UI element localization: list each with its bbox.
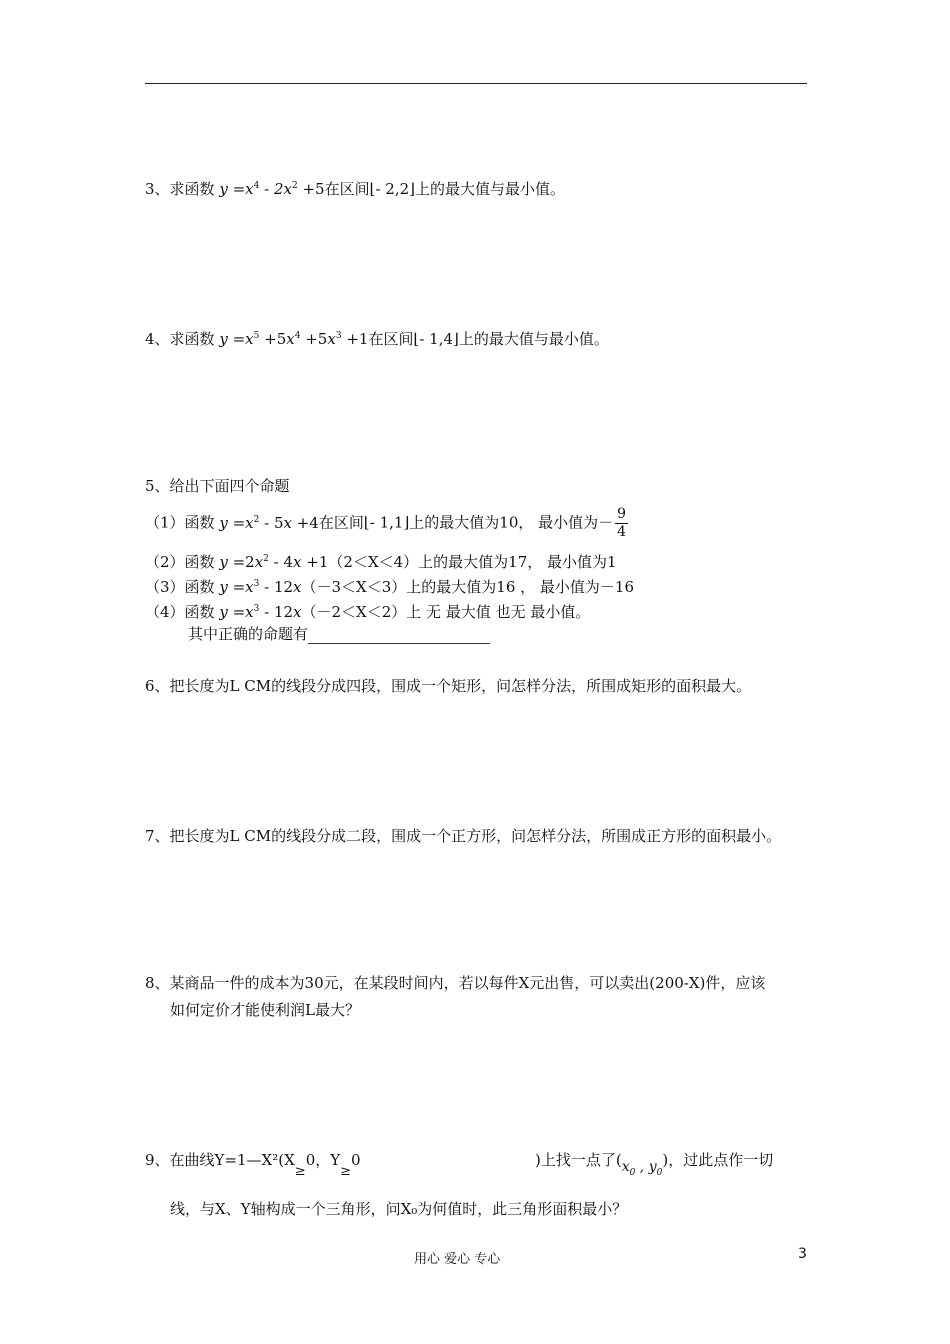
q3-interval: ⌊- 2,2⌋	[369, 180, 416, 198]
fraction-numerator: 9	[617, 506, 627, 522]
q5-p4-label: （4）函数	[145, 603, 215, 621]
q5-proposition-3	[145, 574, 634, 597]
q5-p3-formula: $y =x^3 - 12x$	[219, 578, 302, 596]
q5-p1-formula: $y =x^2 - 5x +4$	[219, 513, 319, 532]
question-9-line-2: 线，与X、Y轴构成一个三角形，问X₀为何值时，此三角形面积最小？	[170, 1200, 628, 1218]
q3-suffix: 在区间	[324, 180, 370, 198]
question-9-line-1	[145, 1150, 361, 1179]
q5-p2-formula: $y =2x^2 - 4x +1$	[219, 553, 329, 571]
q5-p4-formula: $y =x^3 - 12x$	[219, 603, 302, 621]
q5-p3-label: （3）函数	[145, 578, 215, 596]
q3-tail: 上的最大值与最小值。	[415, 180, 566, 198]
q4-suffix: 在区间	[368, 330, 414, 348]
question-6: 6、把长度为L CM的线段分成四段，围成一个矩形，问怎样分法，所围成矩形的面积最大。	[145, 677, 752, 695]
q5-proposition-1	[145, 506, 628, 541]
q5-p1-mid: 在区间	[318, 513, 364, 532]
question-3	[145, 176, 565, 199]
q3-prefix: 3、求函数	[145, 180, 215, 198]
q9-part-d: )上找一点了(	[535, 1151, 622, 1169]
q5-p1-interval-text: - 1,1	[369, 513, 404, 532]
q9-part-a: 9、在曲线Y=1—X²(X	[145, 1151, 295, 1169]
q5-p2-tail: （2＜X＜4）上的最大值为17， 最小值为1	[328, 553, 617, 571]
q4-interval: ⌊- 1,4⌋	[413, 330, 459, 348]
q5-answer-label: 其中正确的命题有	[188, 625, 309, 643]
q4-formula: $y =x^5 +5x^4 +5x^3 +1$	[219, 330, 369, 348]
q5-p1-fraction	[615, 506, 628, 541]
q5-p1-tail: 上的最大值为10， 最小值为－	[409, 513, 614, 532]
q9-part-c: 0	[351, 1151, 361, 1169]
ge-symbol: ≥	[294, 1164, 306, 1179]
question-7: 7、把长度为L CM的线段分成二段，围成一个正方形，问怎样分法，所围成正方形的面积最小。	[145, 827, 782, 845]
q5-answer-line	[188, 624, 490, 644]
q5-p1-label: （1）函数	[145, 513, 215, 532]
q9-part-b: 0，Y	[305, 1151, 341, 1169]
q5-p4-tail: （－2＜X＜2）上 无 最大值 也无 最小值。	[301, 603, 591, 621]
answer-blank[interactable]	[308, 629, 490, 644]
question-8-line-1: 8、某商品一件的成本为30元，在某段时间内，若以每件X元出售，可以卖出(200-X)件，应该	[145, 974, 766, 992]
q3-interval-text: - 2,2	[375, 180, 410, 198]
ge-symbol: ≥	[340, 1164, 352, 1179]
q5-p1-interval: ⌊- 1,1⌋	[363, 513, 410, 532]
page-number: 3	[798, 1246, 807, 1262]
question-8-line-2: 如何定价才能使利润L最大？	[170, 1001, 360, 1019]
fraction-denominator: 4	[617, 524, 627, 540]
header-rule	[145, 83, 807, 84]
question-9-line-1-right	[535, 1150, 773, 1177]
q5-proposition-4	[145, 599, 590, 622]
q9-part-e: )，过此点作一切	[662, 1151, 774, 1169]
q4-tail: 上的最大值与最小值。	[458, 330, 609, 348]
question-5-title: 5、给出下面四个命题	[145, 477, 290, 495]
footer-slogan: 用心 爱心 专心	[414, 1252, 501, 1267]
q4-prefix: 4、求函数	[145, 330, 215, 348]
q4-interval-text: - 1,4	[419, 330, 454, 348]
q5-proposition-2	[145, 549, 617, 572]
q5-p2-label: （2）函数	[145, 553, 215, 571]
question-4	[145, 326, 609, 349]
q5-p3-tail: （－3＜X＜3）上的最大值为16 ， 最小值为－16	[301, 578, 634, 596]
q9-point: $x_0$ , $y_0$	[621, 1159, 663, 1178]
q3-formula: $y =x^4 - 2x^2 +5$	[219, 180, 325, 198]
